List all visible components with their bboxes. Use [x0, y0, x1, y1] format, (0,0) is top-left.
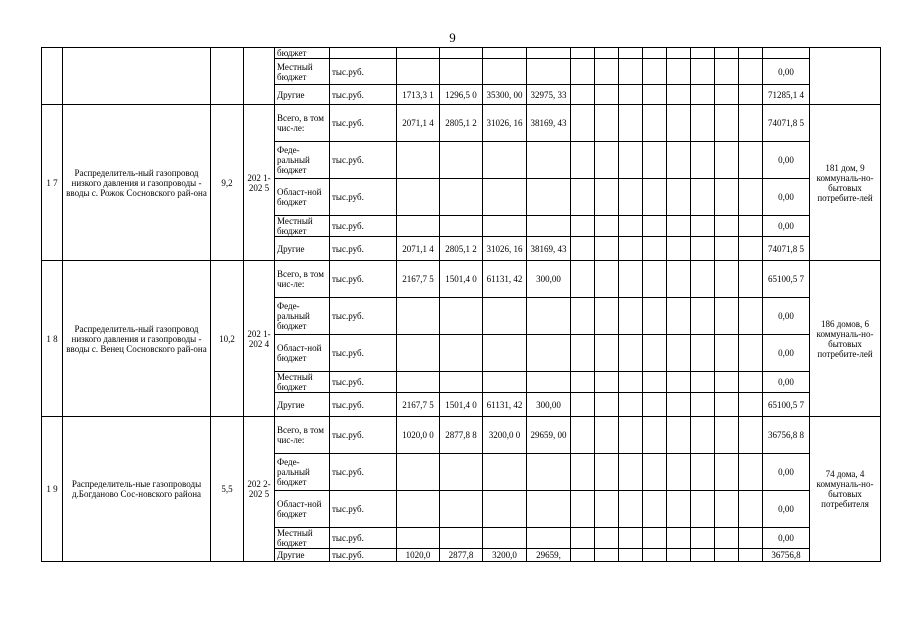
year-value: 2805,1 2 [440, 237, 483, 261]
year-value: 2805,1 2 [440, 105, 483, 142]
year-value [483, 179, 527, 216]
year-value [440, 372, 483, 393]
project-name [63, 48, 211, 105]
year-value [483, 48, 527, 59]
empty-cell [571, 237, 595, 261]
empty-cell [619, 549, 643, 562]
empty-cell [715, 179, 739, 216]
empty-cell [739, 393, 763, 417]
year-value: 29659, [527, 549, 571, 562]
year-value: 31026, 16 [483, 105, 527, 142]
year-value: 1020,0 [397, 549, 440, 562]
source-label: Местный бюджет [275, 372, 330, 393]
empty-cell [667, 105, 691, 142]
year-value [483, 454, 527, 491]
empty-cell [691, 59, 715, 85]
length-cell [211, 48, 244, 105]
empty-cell [691, 417, 715, 454]
year-value [483, 372, 527, 393]
empty-cell [715, 454, 739, 491]
empty-cell [595, 298, 619, 335]
empty-cell [619, 298, 643, 335]
year-value: 2877,8 8 [440, 417, 483, 454]
year-value [440, 335, 483, 372]
empty-cell [715, 393, 739, 417]
empty-cell [571, 372, 595, 393]
year-value [440, 216, 483, 237]
empty-cell [643, 393, 667, 417]
source-label: Другие [275, 549, 330, 562]
year-value: 1020,0 0 [397, 417, 440, 454]
total-value: 71285,1 4 [763, 85, 810, 105]
unit-cell: тыс.руб. [330, 85, 397, 105]
year-value [483, 491, 527, 528]
source-label: Всего, в том чис-ле: [275, 417, 330, 454]
empty-cell [715, 142, 739, 179]
table-row [42, 261, 881, 298]
length-km: 9,2 [211, 105, 244, 261]
total-value: 36756,8 8 [763, 417, 810, 454]
empty-cell [643, 85, 667, 105]
year-value [527, 372, 571, 393]
total-value: 0,00 [763, 491, 810, 528]
empty-cell [619, 417, 643, 454]
empty-cell [595, 179, 619, 216]
empty-cell [691, 454, 715, 491]
year-value: 38169, 43 [527, 237, 571, 261]
year-value [397, 179, 440, 216]
empty-cell [691, 261, 715, 298]
source-label: Всего, в том чис-ле: [275, 105, 330, 142]
unit-cell: тыс.руб. [330, 298, 397, 335]
empty-cell [595, 549, 619, 562]
year-value [397, 335, 440, 372]
empty-cell [667, 237, 691, 261]
year-value [440, 48, 483, 59]
source-label: Феде-ральный бюджет [275, 298, 330, 335]
unit-cell: тыс.руб. [330, 417, 397, 454]
empty-cell [595, 59, 619, 85]
year-value [397, 372, 440, 393]
year-value [483, 335, 527, 372]
empty-cell [571, 142, 595, 179]
empty-cell [571, 179, 595, 216]
unit-cell: тыс.руб. [330, 393, 397, 417]
year-value: 35300, 00 [483, 85, 527, 105]
empty-cell [691, 393, 715, 417]
year-value: 2877,8 [440, 549, 483, 562]
year-value [397, 142, 440, 179]
table-body [42, 48, 881, 562]
empty-cell [571, 549, 595, 562]
consumers-note: 186 домов, 6 коммуналь-но-бытовых потребите-лей [810, 261, 881, 417]
empty-cell [739, 261, 763, 298]
empty-cell [691, 491, 715, 528]
empty-cell [643, 179, 667, 216]
year-value [440, 298, 483, 335]
year-value [440, 142, 483, 179]
unit-cell: тыс.руб. [330, 237, 397, 261]
total-value: 36756,8 [763, 549, 810, 562]
year-value [483, 216, 527, 237]
empty-cell [643, 105, 667, 142]
length-km: 10,2 [211, 261, 244, 417]
empty-cell [667, 393, 691, 417]
empty-cell [571, 528, 595, 549]
empty-cell [643, 48, 667, 59]
empty-cell [667, 335, 691, 372]
empty-cell [715, 372, 739, 393]
source-label: Местный бюджет [275, 216, 330, 237]
unit-cell: тыс.руб. [330, 528, 397, 549]
total-value: 65100,5 7 [763, 261, 810, 298]
unit-cell: тыс.руб. [330, 216, 397, 237]
empty-cell [595, 85, 619, 105]
empty-cell [739, 105, 763, 142]
source-label: Област-ной бюджет [275, 179, 330, 216]
year-value [527, 335, 571, 372]
empty-cell [595, 335, 619, 372]
empty-cell [667, 85, 691, 105]
empty-cell [643, 491, 667, 528]
period-years: 202 1-202 4 [244, 261, 275, 417]
empty-cell [739, 48, 763, 59]
unit-cell: тыс.руб. [330, 142, 397, 179]
empty-cell [739, 335, 763, 372]
project-name: Распределитель-ный газопровод низкого давления и газопроводы - вводы с. Венец Сосновского рай-она [63, 261, 211, 417]
period-years: 202 2-202 5 [244, 417, 275, 562]
year-value [483, 298, 527, 335]
year-value: 29659, 00 [527, 417, 571, 454]
year-value: 2071,1 4 [397, 237, 440, 261]
empty-cell [595, 417, 619, 454]
consumers-note: 74 дома, 4 коммуналь-но-бытовых потребителя [810, 417, 881, 562]
empty-cell [595, 372, 619, 393]
empty-cell [667, 216, 691, 237]
empty-cell [715, 491, 739, 528]
empty-cell [571, 261, 595, 298]
empty-cell [667, 417, 691, 454]
empty-cell [643, 372, 667, 393]
year-value [397, 454, 440, 491]
year-value [527, 298, 571, 335]
year-value: 300,00 [527, 261, 571, 298]
empty-cell [739, 417, 763, 454]
empty-cell [739, 142, 763, 179]
year-value [527, 454, 571, 491]
project-name: Распределитель-ные газопроводы д.Богданово Сос-новского района [63, 417, 211, 562]
source-label: Феде-ральный бюджет [275, 454, 330, 491]
empty-cell [571, 454, 595, 491]
year-value [440, 59, 483, 85]
empty-cell [643, 59, 667, 85]
empty-cell [691, 105, 715, 142]
year-value: 31026, 16 [483, 237, 527, 261]
empty-cell [667, 261, 691, 298]
year-value: 3200,0 0 [483, 417, 527, 454]
empty-cell [619, 105, 643, 142]
empty-cell [619, 372, 643, 393]
empty-cell [571, 85, 595, 105]
empty-cell [619, 48, 643, 59]
source-label: бюджет [275, 48, 330, 59]
empty-cell [739, 372, 763, 393]
year-value: 300,00 [527, 393, 571, 417]
empty-cell [715, 105, 739, 142]
empty-cell [643, 454, 667, 491]
empty-cell [595, 393, 619, 417]
empty-cell [571, 335, 595, 372]
unit-cell: тыс.руб. [330, 59, 397, 85]
empty-cell [715, 216, 739, 237]
empty-cell [739, 298, 763, 335]
empty-cell [619, 216, 643, 237]
year-value: 61131, 42 [483, 393, 527, 417]
year-value [397, 59, 440, 85]
empty-cell [739, 216, 763, 237]
empty-cell [571, 417, 595, 454]
empty-cell [619, 491, 643, 528]
empty-cell [595, 491, 619, 528]
total-value: 65100,5 7 [763, 393, 810, 417]
empty-cell [691, 142, 715, 179]
index-cell [42, 48, 63, 105]
total-value: 0,00 [763, 216, 810, 237]
empty-cell [691, 237, 715, 261]
source-label: Област-ной бюджет [275, 491, 330, 528]
empty-cell [667, 528, 691, 549]
empty-cell [667, 454, 691, 491]
year-value [397, 298, 440, 335]
total-value [763, 48, 810, 59]
table-row [42, 105, 881, 142]
empty-cell [691, 85, 715, 105]
unit-cell: тыс.руб. [330, 179, 397, 216]
empty-cell [595, 48, 619, 59]
empty-cell [739, 85, 763, 105]
unit-cell: тыс.руб. [330, 372, 397, 393]
year-value: 2167,7 5 [397, 393, 440, 417]
empty-cell [619, 454, 643, 491]
empty-cell [595, 237, 619, 261]
year-value: 61131, 42 [483, 261, 527, 298]
empty-cell [715, 59, 739, 85]
empty-cell [691, 179, 715, 216]
empty-cell [715, 335, 739, 372]
total-value: 74071,8 5 [763, 105, 810, 142]
empty-cell [667, 48, 691, 59]
empty-cell [595, 142, 619, 179]
year-value [397, 216, 440, 237]
row-index: 1 9 [42, 417, 63, 562]
empty-cell [691, 528, 715, 549]
table-row [42, 417, 881, 454]
unit-cell: тыс.руб. [330, 261, 397, 298]
year-value [483, 142, 527, 179]
empty-cell [595, 105, 619, 142]
year-value: 1296,5 0 [440, 85, 483, 105]
source-label: Местный бюджет [275, 528, 330, 549]
empty-cell [715, 48, 739, 59]
empty-cell [571, 59, 595, 85]
total-value: 0,00 [763, 142, 810, 179]
empty-cell [715, 549, 739, 562]
unit-cell: тыс.руб. [330, 549, 397, 562]
empty-cell [739, 528, 763, 549]
year-value [527, 491, 571, 528]
empty-cell [619, 393, 643, 417]
note-cell [810, 48, 881, 105]
source-label: Другие [275, 393, 330, 417]
total-value: 0,00 [763, 59, 810, 85]
empty-cell [691, 216, 715, 237]
source-label: Област-ной бюджет [275, 335, 330, 372]
year-value [440, 491, 483, 528]
year-value [527, 59, 571, 85]
consumers-note: 181 дом, 9 коммуналь-но-бытовых потребите-лей [810, 105, 881, 261]
source-label: Феде-ральный бюджет [275, 142, 330, 179]
empty-cell [691, 298, 715, 335]
empty-cell [643, 528, 667, 549]
year-value: 1501,4 0 [440, 261, 483, 298]
year-value [440, 179, 483, 216]
year-value: 2071,1 4 [397, 105, 440, 142]
year-value [527, 48, 571, 59]
total-value: 0,00 [763, 372, 810, 393]
year-value [483, 528, 527, 549]
empty-cell [691, 549, 715, 562]
empty-cell [691, 335, 715, 372]
empty-cell [715, 528, 739, 549]
year-value [527, 179, 571, 216]
unit-cell [330, 48, 397, 59]
empty-cell [619, 59, 643, 85]
unit-cell: тыс.руб. [330, 105, 397, 142]
empty-cell [715, 298, 739, 335]
empty-cell [667, 491, 691, 528]
period-years: 202 1-202 5 [244, 105, 275, 261]
empty-cell [643, 142, 667, 179]
empty-cell [691, 372, 715, 393]
empty-cell [739, 549, 763, 562]
empty-cell [667, 59, 691, 85]
year-value [440, 528, 483, 549]
year-value [440, 454, 483, 491]
year-value [483, 59, 527, 85]
empty-cell [595, 528, 619, 549]
empty-cell [643, 335, 667, 372]
empty-cell [571, 48, 595, 59]
investment-table [41, 47, 881, 562]
empty-cell [595, 261, 619, 298]
empty-cell [739, 179, 763, 216]
empty-cell [595, 454, 619, 491]
year-value: 2167,7 5 [397, 261, 440, 298]
empty-cell [571, 298, 595, 335]
year-value: 1501,4 0 [440, 393, 483, 417]
total-value: 0,00 [763, 454, 810, 491]
year-value [397, 491, 440, 528]
year-value [527, 216, 571, 237]
year-value [527, 528, 571, 549]
unit-cell: тыс.руб. [330, 454, 397, 491]
empty-cell [739, 59, 763, 85]
empty-cell [715, 261, 739, 298]
total-value: 74071,8 5 [763, 237, 810, 261]
source-label: Другие [275, 237, 330, 261]
year-value: 3200,0 [483, 549, 527, 562]
empty-cell [739, 237, 763, 261]
empty-cell [715, 85, 739, 105]
project-name: Распределитель-ный газопровод низкого давления и газопроводы - вводы с. Рожок Сосновского рай-она [63, 105, 211, 261]
page-number: 9 [449, 30, 456, 45]
unit-cell: тыс.руб. [330, 491, 397, 528]
empty-cell [643, 417, 667, 454]
empty-cell [643, 549, 667, 562]
empty-cell [739, 491, 763, 528]
empty-cell [667, 298, 691, 335]
table-row [42, 48, 881, 59]
empty-cell [619, 528, 643, 549]
empty-cell [619, 142, 643, 179]
total-value: 0,00 [763, 179, 810, 216]
row-index: 1 7 [42, 105, 63, 261]
year-value: 1713,3 1 [397, 85, 440, 105]
source-label: Всего, в том чис-ле: [275, 261, 330, 298]
empty-cell [619, 85, 643, 105]
empty-cell [571, 393, 595, 417]
empty-cell [571, 216, 595, 237]
empty-cell [619, 237, 643, 261]
empty-cell [571, 105, 595, 142]
year-value: 32975, 33 [527, 85, 571, 105]
total-value: 0,00 [763, 298, 810, 335]
year-value [527, 142, 571, 179]
empty-cell [715, 417, 739, 454]
empty-cell [739, 454, 763, 491]
year-value [397, 528, 440, 549]
total-value: 0,00 [763, 335, 810, 372]
empty-cell [595, 216, 619, 237]
empty-cell [667, 372, 691, 393]
empty-cell [643, 261, 667, 298]
empty-cell [715, 237, 739, 261]
source-label: Другие [275, 85, 330, 105]
period-cell [244, 48, 275, 105]
year-value: 38169, 43 [527, 105, 571, 142]
source-label: Местный бюджет [275, 59, 330, 85]
empty-cell [619, 335, 643, 372]
empty-cell [571, 491, 595, 528]
row-index: 1 8 [42, 261, 63, 417]
empty-cell [667, 142, 691, 179]
total-value: 0,00 [763, 528, 810, 549]
empty-cell [643, 216, 667, 237]
unit-cell: тыс.руб. [330, 335, 397, 372]
empty-cell [691, 48, 715, 59]
empty-cell [667, 179, 691, 216]
empty-cell [643, 298, 667, 335]
year-value [397, 48, 440, 59]
length-km: 5,5 [211, 417, 244, 562]
empty-cell [643, 237, 667, 261]
empty-cell [619, 179, 643, 216]
empty-cell [619, 261, 643, 298]
empty-cell [667, 549, 691, 562]
